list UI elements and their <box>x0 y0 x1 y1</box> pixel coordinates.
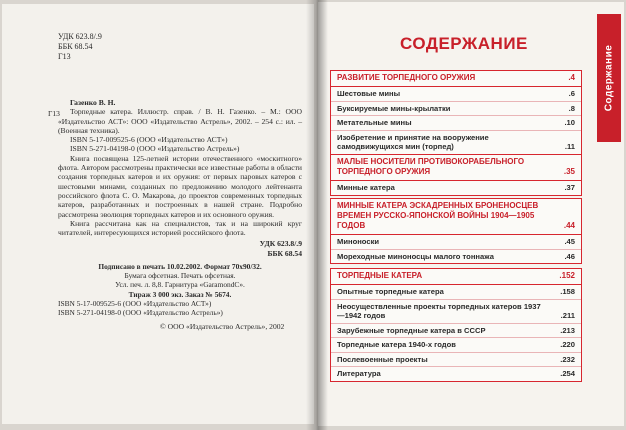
imprint-isbn-2: ISBN 5-271-04198-0 (ООО «Издательство Астрель») <box>58 308 223 318</box>
record-isbn-2: ISBN 5-271-04198-0 (ООО «Издательство Астрель») <box>70 144 240 154</box>
toc-entry[interactable] <box>331 353 581 368</box>
entry-page: .10 <box>564 118 575 127</box>
entry-title: Изобретение и принятие на вооружение самодвижущихся мин (торпед) <box>337 132 489 151</box>
record-author: Газенко В. Н. <box>70 98 116 107</box>
section-page: .44 <box>563 221 575 230</box>
entry-page: .254 <box>560 369 575 378</box>
record-code: Г13 <box>48 109 60 118</box>
toc-entry[interactable] <box>331 116 581 131</box>
toc-section-1 <box>330 70 582 155</box>
toc-entry[interactable] <box>331 87 581 102</box>
toc-entry[interactable] <box>331 367 581 381</box>
entry-page: .46 <box>564 251 575 261</box>
toc-section-2 <box>330 154 582 196</box>
entry-title: Неосуществленные проекты торпедных катеров 1937—1942 годов <box>337 301 541 320</box>
section-page: .152 <box>559 271 575 280</box>
toc-entry[interactable] <box>331 285 581 300</box>
section-side-tab <box>597 14 621 142</box>
imprint-paper: Бумага офсетная. Печать офсетная. <box>124 271 236 281</box>
section-page: .35 <box>563 167 575 176</box>
toc-entry[interactable] <box>331 181 581 195</box>
entry-title: Торпедные катера 1940-х годов <box>337 340 456 349</box>
entry-page: .211 <box>560 311 575 320</box>
entry-title: Опытные торпедные катера <box>337 287 444 296</box>
section-title: ТОРПЕДНЫЕ КАТЕРА <box>337 271 423 280</box>
toc-entry[interactable] <box>331 235 581 250</box>
record-annotation: Книга посвящена 125-летней истории отечественного «москитного» флота. Автором рассмотрены практически все известные работы в области создания торпедных катеров и их оружия: от первых паровых катеров с шестовыми минами, созданных по предложению молодого лейтенанта российского флота С. О. Макарова, до проектов современных торпедных катеров, разработанных и построенных в нашей стране. Подробно рассмотрена эволюция торпедных катеров и их основного оружия. <box>58 153 302 219</box>
author-mark: Г13 <box>58 52 71 61</box>
imprint-signed: Подписано в печать 10.02.2002. Формат 70х90/32. <box>98 262 262 271</box>
entry-title: Метательные мины <box>337 118 412 127</box>
bibliographic-record <box>48 98 302 258</box>
entry-page: .220 <box>560 340 575 349</box>
imprint-block <box>58 262 302 317</box>
bbk-code: ББК 68.54 <box>58 42 93 51</box>
record-audience: Книга рассчитана как на специалистов, так и на широкий круг читателей, интересующихся историей российского флота. <box>58 218 302 238</box>
udk-code: УДК 623.8/.9 <box>58 32 102 41</box>
toc-section-3 <box>330 198 582 264</box>
toc-section-heading[interactable] <box>331 269 581 285</box>
toc-entry[interactable] <box>331 250 581 264</box>
entry-title: Миноноски <box>337 237 380 246</box>
entry-page: .213 <box>560 325 575 335</box>
section-page: .4 <box>568 73 575 82</box>
copyright-line: © ООО «Издательство Астрель», 2002 <box>160 322 285 331</box>
entry-page: .45 <box>564 237 575 246</box>
toc-title: СОДЕРЖАНИЕ <box>400 34 528 53</box>
entry-title: Буксируемые мины-крылатки <box>337 103 451 113</box>
udk-footer-code: УДК 623.8/.9 <box>259 239 302 249</box>
entry-title: Послевоенные проекты <box>337 354 428 364</box>
section-title: РАЗВИТИЕ ТОРПЕДНОГО ОРУЖИЯ <box>337 73 476 82</box>
toc-entry[interactable] <box>331 131 581 154</box>
record-description: Торпедные катера. Иллюстр. справ. / В. Н. Газенко. – М.: ООО «Издательство АСТ»: ООО «Издательство Астрель», 2002. – 254 с.: ил. – (Военная техника). <box>58 107 302 135</box>
entry-page: .8 <box>568 103 575 113</box>
entry-page: .232 <box>560 354 575 364</box>
book-spine <box>306 0 328 430</box>
toc-section-heading[interactable] <box>331 199 581 235</box>
entry-page: .6 <box>568 89 575 98</box>
udk-header <box>58 32 102 52</box>
imprint-isbn-1: ISBN 5-17-009525-6 (ООО «Издательство АСТ») <box>58 298 212 308</box>
imprint-sheets: Усл. печ. л. 8,8. Гарнитура «GaramondC». <box>115 280 245 290</box>
entry-title: Шестовые мины <box>337 89 401 98</box>
record-isbn-1: ISBN 5-17-009525-6 (ООО «Издательство АСТ») <box>70 135 228 145</box>
toc-entry[interactable] <box>331 300 581 324</box>
section-title: МИННЫЕ КАТЕРА ЭСКАДРЕННЫХ БРОНЕНОСЦЕВ ВРЕМЕН РУССКО-ЯПОНСКОЙ ВОЙНЫ 1904—1905 ГОДОВ <box>337 201 539 230</box>
toc-entry[interactable] <box>331 338 581 353</box>
toc-section-4 <box>330 268 582 382</box>
imprint-run: Тираж 3 000 экз. Заказ № 5674. <box>128 289 232 299</box>
entry-title: Минные катера <box>337 183 395 192</box>
entry-page: .11 <box>564 142 575 151</box>
entry-title: Литература <box>337 369 381 378</box>
toc-section-heading[interactable] <box>331 71 581 87</box>
section-title: МАЛЫЕ НОСИТЕЛИ ПРОТИВОКОРАБЕЛЬНОГО ТОРПЕДНОГО ОРУЖИЯ <box>337 157 525 176</box>
toc-section-heading[interactable] <box>331 155 581 181</box>
bbk-footer-code: ББК 68.54 <box>267 248 302 258</box>
entry-title: Зарубежные торпедные катера в СССР <box>337 325 486 335</box>
entry-title: Мореходные миноносцы малого тоннажа <box>337 251 494 261</box>
udk-footer <box>58 239 302 258</box>
entry-page: .158 <box>560 287 575 296</box>
toc-entry[interactable] <box>331 102 581 117</box>
side-tab-label: Содержание <box>603 44 615 112</box>
entry-page: .37 <box>564 183 575 192</box>
toc-entry[interactable] <box>331 324 581 339</box>
